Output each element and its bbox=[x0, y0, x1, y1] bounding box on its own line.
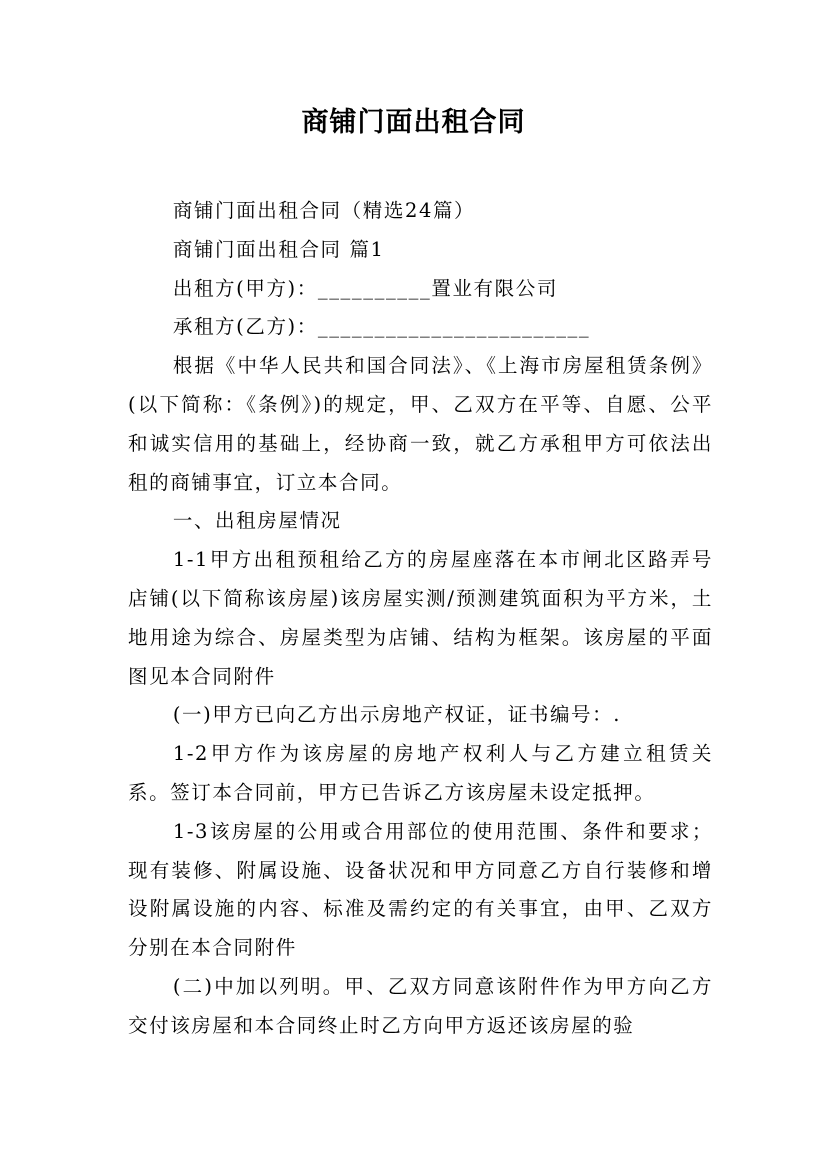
paragraph-clause-1-2: 1-2甲方作为该房屋的房地产权利人与乙方建立租赁关系。签订本合同前，甲方已告诉乙方该房屋未设定抵押。 bbox=[128, 742, 713, 804]
paragraph-clause-1-3: 1-3该房屋的公用或合用部位的使用范围、条件和要求；现有装修、附属设施、设备状况和甲方同意乙方自行装修和增设附属设施的内容、标准及需约定的有关事宜，由甲、乙双方分别在本合同附件 bbox=[128, 819, 713, 960]
paragraph-subtitle: 商铺门面出租合同（精选24篇） bbox=[172, 199, 476, 222]
paragraph-appendix-2: (二)中加以列明。甲、乙双方同意该附件作为甲方向乙方交付该房屋和本合同终止时乙方向甲方返还该房屋的验 bbox=[128, 974, 713, 1037]
paragraph-section-heading: 商铺门面出租合同 篇1 bbox=[172, 237, 385, 261]
paragraph-clause-1-1: 1-1甲方出租预租给乙方的房屋座落在本市闸北区路弄号店铺(以下简称该房屋)该房屋实测/预测建筑面积为平方米，土地用途为综合、房屋类型为店铺、结构为框架。该房屋的平面图见本合同附件 bbox=[128, 548, 713, 688]
paragraph-heading-property: 一、出租房屋情况 bbox=[172, 509, 342, 533]
paragraph-lessor: 出租方(甲方)：__________置业有限公司 bbox=[172, 276, 558, 300]
paragraph-certificate: (一)甲方已向乙方出示房地产权证，证书编号：. bbox=[172, 703, 622, 727]
paragraph-preamble: 根据《中华人民共和国合同法》、《上海市房屋租赁条例》(以下简称：《条例》)的规定，甲、乙双方在平等、自愿、公平和诚实信用的基础上，经协商一致，就乙方承租甲方可依法出租的商铺事宜，订立本合同。 bbox=[128, 354, 713, 494]
paragraph-lessee: 承租方(乙方)：________________________ bbox=[172, 315, 591, 339]
document-body bbox=[128, 192, 713, 1046]
document-title: 商铺门面出租合同 bbox=[301, 107, 526, 138]
